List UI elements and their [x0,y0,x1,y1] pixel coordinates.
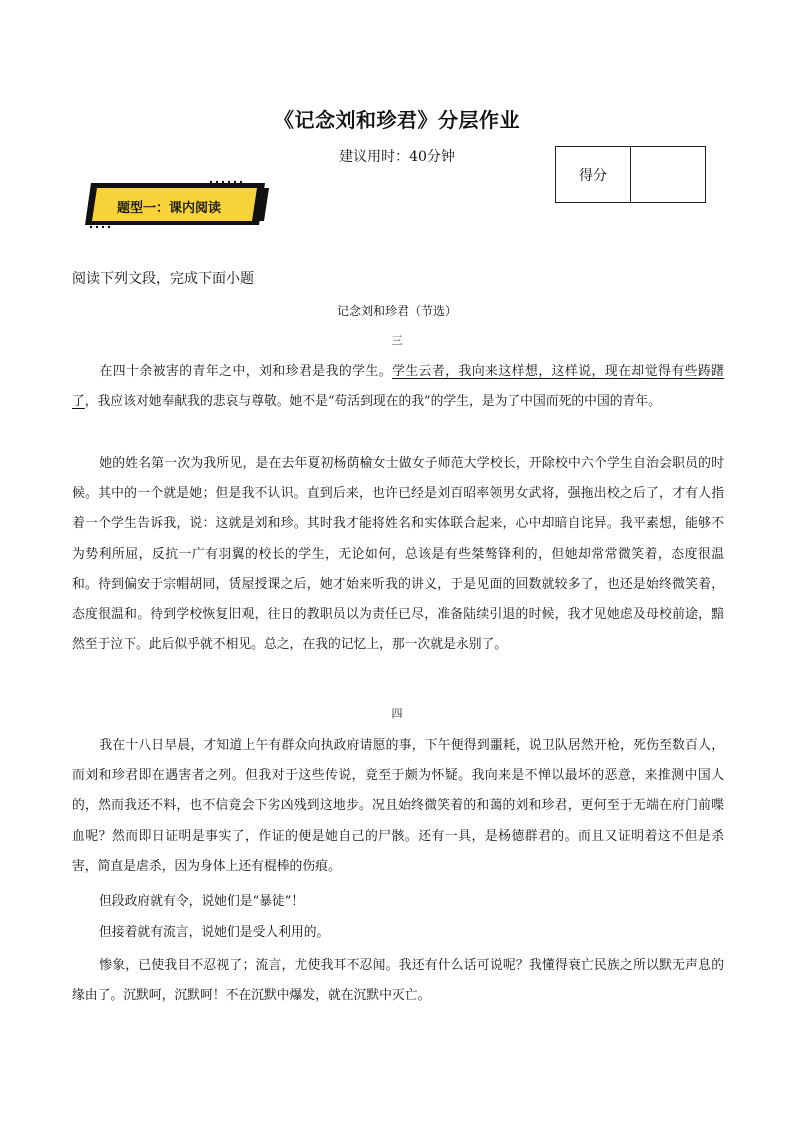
section-number-four: 四 [391,707,403,720]
paragraph-1 [72,357,724,417]
score-box [555,146,706,203]
paragraph-5-text: 但接着就有流言，说她们是受人利用的。 [99,925,330,940]
reading-instruction: 阅读下列文段，完成下面小题 [72,271,254,287]
section-banner-label: 题型一：课内阅读 [117,201,222,216]
score-label: 得分 [556,147,631,202]
paragraph-4-text: 但段政府就有令，说她们是“暴徒”！ [99,894,305,909]
section-number-three: 三 [391,334,403,347]
paragraph-6 [72,951,724,1011]
passage-title: 记念刘和珍君（节选） [336,304,457,318]
paragraph-5 [72,918,724,948]
paragraph-1-text-a: 在四十余被害的青年之中，刘和珍君是我的学生。 [99,364,393,379]
underlined-sentence: 学生云者，我向来这样想，这样说，现在却觉得有些踌躇了 [72,364,725,410]
paragraph-2-text: 她的姓名第一次为我所见，是在去年夏初杨荫榆女士做女子师范大学校长，开除校中六个学生自治会职员的时候。其中的一个就是她；但是我不认识。直到后来，也许已经是刘百昭率领男女武将，强拖出校之后了，才有人指着一个学生告诉我，说：这就是刘和珍。其时我才能将姓名和实体联合起来，心中却暗自诧异。我平素想，能够不为势利所屈，反抗一广有羽翼的校长的学生，无论如何，总该是有些桀骜锋利的，但她却常常微笑着，态度很温和。待到偏安于宗帽胡同，赁屋授课之后，她才始来听我的讲义，于是见面的回数就较多了，也还是始终微笑着，态度很温和。待到学校恢复旧观，往日的教职员以为责任已尽，准备陆续引退的时候，我才见她虑及母校前途，黯然至于泣下。此后似乎就不相见。总之，在我的记忆上，那一次就是永别了。 [72,456,724,653]
score-value-cell [631,147,705,202]
paragraph-4 [72,887,724,917]
suggested-time: 建议用时：40分钟 [339,149,455,165]
section-banner [83,178,273,230]
document-title: 《记念刘和珍君》分层作业 [274,108,520,132]
paragraph-1-text-b: ，我应该对她奉献我的悲哀与尊敬。她不是“苟活到现在的我”的学生，是为了中国而死的中国的青年。 [84,394,661,410]
paragraph-3-text: 我在十八日早晨，才知道上午有群众向执政府请愿的事，下午便得到噩耗，说卫队居然开枪，死伤至数百人，而刘和珍君即在遇害者之列。但我对于这些传说，竟至于颇为怀疑。我向来是不惮以最坏的恶意，来推测中国人的，然而我还不料，也不信竟会下劣凶残到这地步。况且始终微笑着的和蔼的刘和珍君，更何至于无端在府门前喋血呢？然而即日证明是事实了，作证的便是她自己的尸骸。还有一具，是杨德群君的。而且又证明着这不但是杀害，简直是虐杀，因为身体上还有棍棒的伤痕。 [72,738,724,874]
paragraph-6-text: 惨象，已使我目不忍视了；流言，尤使我耳不忍闻。我还有什么话可说呢？我懂得衰亡民族之所以默无声息的缘由了。沉默呵，沉默呵！不在沉默中爆发，就在沉默中灭亡。 [72,958,724,1004]
paragraph-2 [72,449,724,660]
paragraph-3 [72,731,724,882]
